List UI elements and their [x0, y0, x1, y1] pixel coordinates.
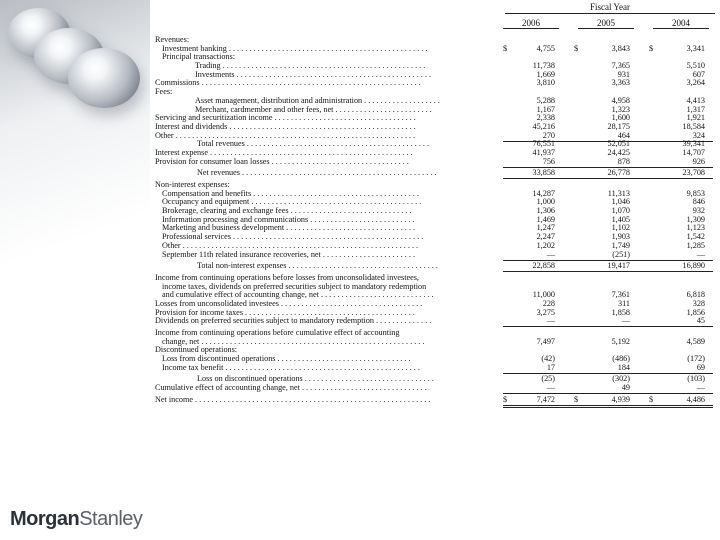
value-cell: — — [696, 249, 705, 259]
value-cell: 11,738 — [532, 61, 555, 71]
currency-symbol: $ — [649, 43, 654, 53]
currency-symbol: $ — [574, 394, 579, 404]
table-row — [155, 158, 715, 167]
value-cell: 49 — [621, 383, 630, 393]
value-cell: 1,600 — [611, 113, 630, 123]
value-cell: 4,486 — [686, 394, 705, 404]
value-cell: 28,175 — [607, 121, 630, 131]
row-label: Other . . . . . . . . . . . . . . . . . . . . . . . . . . . . . . . . . . . . . . . . . . . . . . . . . . . . . . . . . . . — [155, 131, 416, 140]
value-cell: 23,708 — [682, 168, 705, 178]
table-row — [155, 198, 715, 207]
row-label: Servicing and securitization income . . . . . . . . . . . . . . . . . . . . . . . . . . . . . . . . . . . — [155, 114, 416, 123]
table-row — [155, 97, 715, 106]
row-label: Total revenues . . . . . . . . . . . . . . . . . . . . . . . . . . . . . . . . . . . . . . . . . . . . . — [197, 140, 430, 149]
table-row — [155, 114, 715, 123]
table-row — [155, 45, 715, 54]
table-row — [155, 375, 715, 384]
value-cell: (25) — [541, 374, 555, 384]
value-cell: 878 — [617, 156, 630, 166]
value-cell: 270 — [542, 130, 555, 140]
row-label: Revenues: — [155, 36, 190, 44]
value-cell: 3,275 — [536, 307, 555, 317]
total-rule — [503, 393, 713, 394]
table-row — [155, 274, 715, 283]
row-label: and cumulative effect of accounting change, net . . . . . . . . . . . . . . . . . . . . . . . . . . . . — [162, 291, 434, 300]
value-cell: 7,497 — [536, 336, 555, 346]
table-row — [155, 181, 715, 190]
row-label: Brokerage, clearing and exchange fees . . . . . . . . . . . . . . . . . . . . . . . . . . . . . . — [162, 207, 412, 216]
table-row — [155, 346, 715, 355]
row-label: Total non-interest expenses . . . . . . . . . . . . . . . . . . . . . . . . . . . . . . . . . . . . . — [197, 262, 438, 271]
row-label: Dividends on preferred securities subject to mandatory redemption . . . . . . . . . . . . . . — [155, 317, 432, 326]
value-cell: 5,510 — [686, 61, 705, 71]
total-rule — [503, 405, 713, 408]
value-cell: 7,472 — [536, 394, 555, 404]
value-cell: 3,264 — [686, 78, 705, 88]
value-cell: (42) — [541, 354, 555, 364]
value-cell: 1,202 — [536, 240, 555, 250]
value-cell: 17 — [546, 362, 555, 372]
currency-symbol: $ — [574, 43, 579, 53]
table-row — [155, 233, 715, 242]
row-label: September 11th related insurance recoveries, net . . . . . . . . . . . . . . . . . . . . . . . — [162, 250, 415, 259]
value-cell: (172) — [687, 354, 705, 364]
row-label: Discontinued operations: — [155, 346, 238, 355]
currency-symbol: $ — [503, 43, 508, 53]
total-rule — [503, 373, 713, 374]
value-cell: — — [546, 383, 555, 393]
value-cell: 184 — [617, 362, 630, 372]
row-label: Income from continuing operations before losses from unconsolidated investees, — [155, 273, 419, 282]
total-rule — [503, 178, 713, 179]
value-cell: 1,542 — [686, 232, 705, 242]
row-label: Merchant, cardmember and other fees, net . . . . . . . . . . . . . . . . . . . . . . . . — [195, 105, 432, 114]
table-row — [155, 71, 715, 80]
value-cell: 4,958 — [611, 95, 630, 105]
value-cell: 1,749 — [611, 240, 630, 250]
value-cell: 5,192 — [611, 336, 630, 346]
value-cell: 22,858 — [532, 261, 555, 271]
value-cell: 1,309 — [686, 214, 705, 224]
row-label: Asset management, distribution and administration . . . . . . . . . . . . . . . . . . . — [195, 96, 440, 105]
value-cell: 1,323 — [611, 104, 630, 114]
row-label: Net revenues . . . . . . . . . . . . . . . . . . . . . . . . . . . . . . . . . . . . . . . . . . . . . . . . — [197, 169, 437, 178]
value-cell: 14,287 — [532, 188, 555, 198]
value-cell: 45,216 — [532, 121, 555, 131]
row-label: Provision for consumer loan losses . . . . . . . . . . . . . . . . . . . . . . . . . . . . . . . . . . — [155, 157, 409, 166]
value-cell: 1,167 — [536, 104, 555, 114]
value-cell: 69 — [696, 362, 705, 372]
row-label: Marketing and business development . . . . . . . . . . . . . . . . . . . . . . . . . . . . . . . . — [162, 224, 416, 233]
table-row — [155, 300, 715, 309]
value-cell: (251) — [612, 249, 630, 259]
value-cell: 756 — [542, 156, 555, 166]
table-row — [155, 242, 715, 251]
value-cell: 1,469 — [536, 214, 555, 224]
value-cell: 4,755 — [536, 43, 555, 53]
row-label: Professional services . . . . . . . . . . . . . . . . . . . . . . . . . . . . . . . . . . . . . . . . . . . . . . . — [162, 233, 424, 242]
value-cell: 931 — [617, 69, 630, 79]
value-cell: 76,551 — [532, 139, 555, 149]
value-cell: 1,247 — [536, 223, 555, 233]
value-cell: (103) — [687, 374, 705, 384]
table-row — [155, 262, 715, 271]
value-cell: 4,589 — [686, 336, 705, 346]
decorative-sidebar — [0, 0, 150, 540]
value-cell: 228 — [542, 298, 555, 308]
total-rule — [503, 326, 713, 327]
row-label: Interest and dividends . . . . . . . . . . . . . . . . . . . . . . . . . . . . . . . . . . . . . . . . . . . . . . — [155, 122, 416, 131]
table-row — [155, 309, 715, 318]
row-label: Loss on discontinued operations . . . . . . . . . . . . . . . . . . . . . . . . . . . . . . . . — [197, 375, 434, 384]
row-label: Income tax benefit . . . . . . . . . . . . . . . . . . . . . . . . . . . . . . . . . . . . . . . . . . . . . . . . — [162, 363, 420, 372]
row-label: Non-interest expenses: — [155, 181, 230, 189]
year-header-2004: 2004 — [653, 18, 709, 29]
value-cell: (486) — [612, 354, 630, 364]
value-cell: 6,818 — [686, 290, 705, 300]
fiscal-year-header: Fiscal Year — [505, 2, 715, 14]
value-cell: 1,856 — [686, 307, 705, 317]
table-row — [155, 207, 715, 216]
value-cell: (302) — [612, 374, 630, 384]
table-row — [155, 224, 715, 233]
row-label: Information processing and communications . . . . . . . . . . . . . . . . . . . . . . . . . . — [162, 215, 415, 224]
value-cell: 14,707 — [682, 147, 705, 157]
table-row — [155, 364, 715, 373]
value-cell: 3,810 — [536, 78, 555, 88]
value-cell: 4,413 — [686, 95, 705, 105]
table-row — [155, 169, 715, 178]
value-cell: — — [696, 383, 705, 393]
value-cell: 311 — [618, 298, 630, 308]
value-cell: 1,070 — [611, 206, 630, 216]
value-cell: 846 — [692, 197, 705, 207]
table-row — [155, 384, 715, 393]
row-label: Investment banking . . . . . . . . . . . . . . . . . . . . . . . . . . . . . . . . . . . . . . . . . . . . . . . . . — [162, 44, 428, 53]
value-cell: 16,890 — [682, 261, 705, 271]
currency-symbol: $ — [503, 394, 508, 404]
value-cell: 1,000 — [536, 197, 555, 207]
table-row — [155, 88, 715, 97]
row-label: Provision for income taxes . . . . . . . . . . . . . . . . . . . . . . . . . . . . . . . . . . . . . . . . . . — [155, 308, 415, 317]
table-row — [155, 79, 715, 88]
value-cell: 328 — [692, 298, 705, 308]
value-cell: 2,338 — [536, 113, 555, 123]
total-rule — [503, 271, 713, 272]
value-cell: 926 — [692, 156, 705, 166]
row-label: Other . . . . . . . . . . . . . . . . . . . . . . . . . . . . . . . . . . . . . . . . . . . . . . . . . . . . . . . . . . — [162, 241, 419, 250]
table-row — [155, 53, 715, 62]
statement-rows — [155, 36, 715, 405]
table-row — [155, 317, 715, 326]
table-row — [155, 251, 715, 260]
value-cell: 3,363 — [611, 78, 630, 88]
row-label: Compensation and benefits . . . . . . . . . . . . . . . . . . . . . . . . . . . . . . . . . . . . . . . . . — [162, 189, 419, 198]
value-cell: 11,000 — [532, 290, 555, 300]
value-cell: 1,921 — [686, 113, 705, 123]
value-cell: 1,306 — [536, 206, 555, 216]
glass-sphere-image — [68, 48, 140, 108]
value-cell: 24,425 — [607, 147, 630, 157]
value-cell: 1,102 — [611, 223, 630, 233]
value-cell: 464 — [617, 130, 630, 140]
value-cell: 52,051 — [607, 139, 630, 149]
value-cell: 607 — [692, 69, 705, 79]
table-row — [155, 149, 715, 158]
value-cell: 7,361 — [611, 290, 630, 300]
value-cell: 33,858 — [532, 168, 555, 178]
row-label: change, net . . . . . . . . . . . . . . . . . . . . . . . . . . . . . . . . . . . . . . . . . . . . . . . . . . . . . . . — [162, 337, 425, 346]
table-row — [155, 140, 715, 149]
table-row — [155, 62, 715, 71]
row-label: Loss from discontinued operations . . . . . . . . . . . . . . . . . . . . . . . . . . . . . . . . . — [162, 355, 411, 364]
value-cell: 1,046 — [611, 197, 630, 207]
row-label: Cumulative effect of accounting change, net . . . . . . . . . . . . . . . . . . . . . . . . . . . . . . . — [155, 384, 427, 393]
value-cell: 1,903 — [611, 232, 630, 242]
value-cell: 9,853 — [686, 188, 705, 198]
value-cell: 1,123 — [686, 223, 705, 233]
table-row — [155, 106, 715, 115]
value-cell: 5,288 — [536, 95, 555, 105]
table-row — [155, 355, 715, 364]
value-cell: 932 — [692, 206, 705, 216]
row-label: Losses from unconsolidated investees . . . . . . . . . . . . . . . . . . . . . . . . . . . . . . . . . . . — [155, 299, 423, 308]
table-row — [155, 338, 715, 347]
table-row — [155, 123, 715, 132]
value-cell: 4,939 — [611, 394, 630, 404]
value-cell: 45 — [696, 316, 705, 326]
row-label: Principal transactions: — [162, 53, 235, 62]
value-cell: 26,778 — [607, 168, 630, 178]
row-label: Fees: — [155, 88, 173, 97]
value-cell: 19,417 — [607, 261, 630, 271]
row-label: Investments . . . . . . . . . . . . . . . . . . . . . . . . . . . . . . . . . . . . . . . . . . . . . . . . — [195, 70, 432, 79]
value-cell: — — [621, 316, 630, 326]
value-cell: — — [546, 316, 555, 326]
row-label: Net income . . . . . . . . . . . . . . . . . . . . . . . . . . . . . . . . . . . . . . . . . . . . . . . . . . . . . . . . . . — [155, 395, 431, 404]
value-cell: 1,405 — [611, 214, 630, 224]
value-cell: 39,341 — [682, 139, 705, 149]
currency-symbol: $ — [649, 394, 654, 404]
table-row — [155, 283, 715, 292]
row-label: income taxes, dividends on preferred securities subject to mandatory redemption — [162, 282, 427, 291]
value-cell: 18,584 — [682, 121, 705, 131]
value-cell: 1,317 — [686, 104, 705, 114]
table-row — [155, 396, 715, 405]
value-cell: 2,247 — [536, 232, 555, 242]
row-label: Trading . . . . . . . . . . . . . . . . . . . . . . . . . . . . . . . . . . . . . . . . . . . . . . . . . . — [195, 62, 426, 71]
value-cell: 3,341 — [686, 43, 705, 53]
table-row — [155, 291, 715, 300]
morgan-stanley-logo: MorganStanley — [10, 508, 143, 530]
value-cell: 41,937 — [532, 147, 555, 157]
value-cell: 324 — [692, 130, 705, 140]
value-cell: 3,843 — [611, 43, 630, 53]
value-cell: 1,858 — [611, 307, 630, 317]
table-row — [155, 329, 715, 338]
row-label: Commissions . . . . . . . . . . . . . . . . . . . . . . . . . . . . . . . . . . . . . . . . . . . . . . . . . . . . . . — [155, 79, 421, 88]
table-row — [155, 132, 715, 141]
table-row — [155, 36, 715, 45]
value-cell: — — [546, 249, 555, 259]
year-header-2006: 2006 — [503, 18, 559, 29]
table-row — [155, 190, 715, 199]
value-cell: 1,285 — [686, 240, 705, 250]
table-row — [155, 216, 715, 225]
value-cell: 1,669 — [536, 69, 555, 79]
row-label: Interest expense . . . . . . . . . . . . . . . . . . . . . . . . . . . . . . . . . . . . . . . . . . . . . . . . . . — [155, 148, 413, 157]
value-cell: 11,313 — [607, 188, 630, 198]
row-label: Occupancy and equipment . . . . . . . . . . . . . . . . . . . . . . . . . . . . . . . . . . . . . . . . . . — [162, 198, 422, 207]
year-header-2005: 2005 — [578, 18, 634, 29]
row-label: Income from continuing operations before cumulative effect of accounting — [155, 329, 400, 337]
value-cell: 7,365 — [611, 61, 630, 71]
